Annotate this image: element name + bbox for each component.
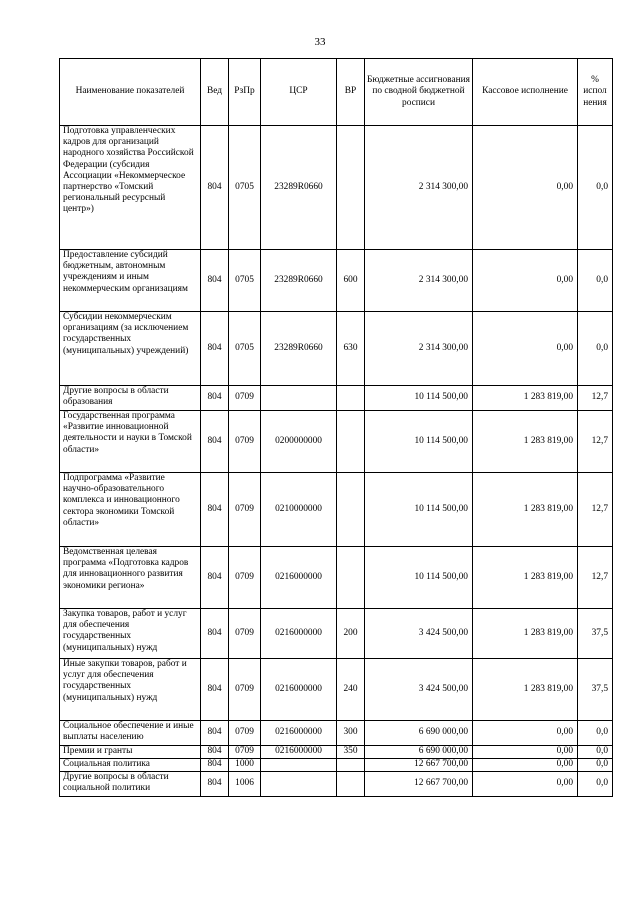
header-ved: Вед xyxy=(201,59,229,126)
header-cash: Кассовое исполнение xyxy=(473,59,578,126)
row-rzpr: 0709 xyxy=(229,659,261,721)
row-percent: 0,0 xyxy=(578,126,613,250)
row-csr xyxy=(261,772,337,797)
row-csr: 0216000000 xyxy=(261,746,337,759)
table-row xyxy=(60,547,613,609)
row-rzpr: 1000 xyxy=(229,759,261,772)
row-budget: 10 114 500,00 xyxy=(365,547,473,609)
row-budget: 3 424 500,00 xyxy=(365,659,473,721)
row-percent: 0,0 xyxy=(578,759,613,772)
row-rzpr: 0709 xyxy=(229,547,261,609)
row-rzpr: 0709 xyxy=(229,386,261,411)
row-vr: 600 xyxy=(337,250,365,312)
budget-execution-table xyxy=(59,58,613,797)
row-rzpr: 0709 xyxy=(229,746,261,759)
row-ved: 804 xyxy=(201,250,229,312)
table-row xyxy=(60,746,613,759)
header-row xyxy=(60,59,613,126)
table-row xyxy=(60,312,613,386)
row-rzpr: 0705 xyxy=(229,250,261,312)
row-rzpr: 0709 xyxy=(229,609,261,659)
row-ved: 804 xyxy=(201,386,229,411)
row-rzpr: 0709 xyxy=(229,473,261,547)
row-budget: 10 114 500,00 xyxy=(365,386,473,411)
table-row xyxy=(60,386,613,411)
row-name: Другие вопросы в области образования xyxy=(60,386,201,411)
table-row xyxy=(60,759,613,772)
row-percent: 0,0 xyxy=(578,721,613,746)
row-csr: 0210000000 xyxy=(261,473,337,547)
row-csr: 0200000000 xyxy=(261,411,337,473)
row-name: Субсидии некоммерческим организациям (за исключением государственных (муниципальных) учреждений) xyxy=(60,312,201,386)
row-percent: 37,5 xyxy=(578,659,613,721)
row-cash: 1 283 819,00 xyxy=(473,411,578,473)
row-vr: 350 xyxy=(337,746,365,759)
header-rzpr: РзПр xyxy=(229,59,261,126)
row-budget: 2 314 300,00 xyxy=(365,126,473,250)
row-rzpr: 0709 xyxy=(229,721,261,746)
row-ved: 804 xyxy=(201,312,229,386)
row-budget: 12 667 700,00 xyxy=(365,772,473,797)
row-name: Закупка товаров, работ и услуг для обеспечения государственных (муниципальных) нужд xyxy=(60,609,201,659)
row-csr: 23289R0660 xyxy=(261,312,337,386)
row-ved: 804 xyxy=(201,473,229,547)
row-vr xyxy=(337,411,365,473)
row-ved: 804 xyxy=(201,126,229,250)
row-cash: 1 283 819,00 xyxy=(473,547,578,609)
row-name: Подготовка управленческих кадров для организаций народного хозяйства Российской Федерации (субсидия Ассоциации «Некоммерческое партнерство «Томский региональный ресурсный центр») xyxy=(60,126,201,250)
row-budget: 6 690 000,00 xyxy=(365,746,473,759)
row-name: Предоставление субсидий бюджетным, автономным учреждениям и иным некоммерческим организациям xyxy=(60,250,201,312)
header-percent: % испол нения xyxy=(578,59,613,126)
row-csr: 0216000000 xyxy=(261,547,337,609)
row-csr: 0216000000 xyxy=(261,721,337,746)
row-cash: 1 283 819,00 xyxy=(473,609,578,659)
row-csr: 23289R0660 xyxy=(261,250,337,312)
row-budget: 10 114 500,00 xyxy=(365,473,473,547)
row-percent: 37,5 xyxy=(578,609,613,659)
row-ved: 804 xyxy=(201,609,229,659)
table-row xyxy=(60,411,613,473)
row-percent: 0,0 xyxy=(578,746,613,759)
row-name: Государственная программа «Развитие инновационной деятельности и науки в Томской области» xyxy=(60,411,201,473)
table-row xyxy=(60,721,613,746)
row-budget: 12 667 700,00 xyxy=(365,759,473,772)
row-csr: 23289R0660 xyxy=(261,126,337,250)
table-row xyxy=(60,126,613,250)
row-ved: 804 xyxy=(201,547,229,609)
row-vr xyxy=(337,772,365,797)
table-row xyxy=(60,473,613,547)
row-vr: 300 xyxy=(337,721,365,746)
header-name: Наименование показателей xyxy=(60,59,201,126)
row-ved: 804 xyxy=(201,659,229,721)
row-percent: 0,0 xyxy=(578,312,613,386)
row-budget: 3 424 500,00 xyxy=(365,609,473,659)
row-vr xyxy=(337,547,365,609)
row-ved: 804 xyxy=(201,411,229,473)
header-budget: Бюджетные ассигнования по сводной бюджетной росписи xyxy=(365,59,473,126)
row-name: Социальное обеспечение и иные выплаты населению xyxy=(60,721,201,746)
row-budget: 2 314 300,00 xyxy=(365,312,473,386)
row-name: Социальная политика xyxy=(60,759,201,772)
table-row xyxy=(60,609,613,659)
row-vr: 630 xyxy=(337,312,365,386)
header-csr: ЦСР xyxy=(261,59,337,126)
row-name: Подпрограмма «Развитие научно-образовательного комплекса и инновационного сектора экономики Томской области» xyxy=(60,473,201,547)
row-name: Ведомственная целевая программа «Подготовка кадров для инновационного развития экономики региона» xyxy=(60,547,201,609)
row-budget: 2 314 300,00 xyxy=(365,250,473,312)
row-name: Другие вопросы в области социальной политики xyxy=(60,772,201,797)
row-name: Иные закупки товаров, работ и услуг для обеспечения государственных (муниципальных) нужд xyxy=(60,659,201,721)
row-cash: 0,00 xyxy=(473,759,578,772)
row-percent: 12,7 xyxy=(578,547,613,609)
row-csr: 0216000000 xyxy=(261,659,337,721)
row-percent: 0,0 xyxy=(578,772,613,797)
row-cash: 0,00 xyxy=(473,250,578,312)
row-rzpr: 0709 xyxy=(229,411,261,473)
row-budget: 6 690 000,00 xyxy=(365,721,473,746)
row-vr: 200 xyxy=(337,609,365,659)
row-vr xyxy=(337,386,365,411)
header-vr: ВР xyxy=(337,59,365,126)
row-vr: 240 xyxy=(337,659,365,721)
table-row xyxy=(60,772,613,797)
row-rzpr: 1006 xyxy=(229,772,261,797)
row-ved: 804 xyxy=(201,746,229,759)
row-ved: 804 xyxy=(201,721,229,746)
row-percent: 12,7 xyxy=(578,411,613,473)
row-vr xyxy=(337,126,365,250)
row-ved: 804 xyxy=(201,772,229,797)
page-number: 33 xyxy=(314,36,326,48)
row-cash: 0,00 xyxy=(473,772,578,797)
row-rzpr: 0705 xyxy=(229,312,261,386)
row-budget: 10 114 500,00 xyxy=(365,411,473,473)
row-csr xyxy=(261,759,337,772)
row-cash: 1 283 819,00 xyxy=(473,659,578,721)
row-cash: 1 283 819,00 xyxy=(473,386,578,411)
row-rzpr: 0705 xyxy=(229,126,261,250)
row-ved: 804 xyxy=(201,759,229,772)
table-row xyxy=(60,659,613,721)
row-vr xyxy=(337,759,365,772)
row-cash: 0,00 xyxy=(473,721,578,746)
row-cash: 0,00 xyxy=(473,746,578,759)
row-cash: 0,00 xyxy=(473,126,578,250)
row-name: Премии и гранты xyxy=(60,746,201,759)
row-csr: 0216000000 xyxy=(261,609,337,659)
row-vr xyxy=(337,473,365,547)
row-cash: 0,00 xyxy=(473,312,578,386)
row-cash: 1 283 819,00 xyxy=(473,473,578,547)
table-row xyxy=(60,250,613,312)
row-percent: 0,0 xyxy=(578,250,613,312)
row-percent: 12,7 xyxy=(578,473,613,547)
row-csr xyxy=(261,386,337,411)
row-percent: 12,7 xyxy=(578,386,613,411)
